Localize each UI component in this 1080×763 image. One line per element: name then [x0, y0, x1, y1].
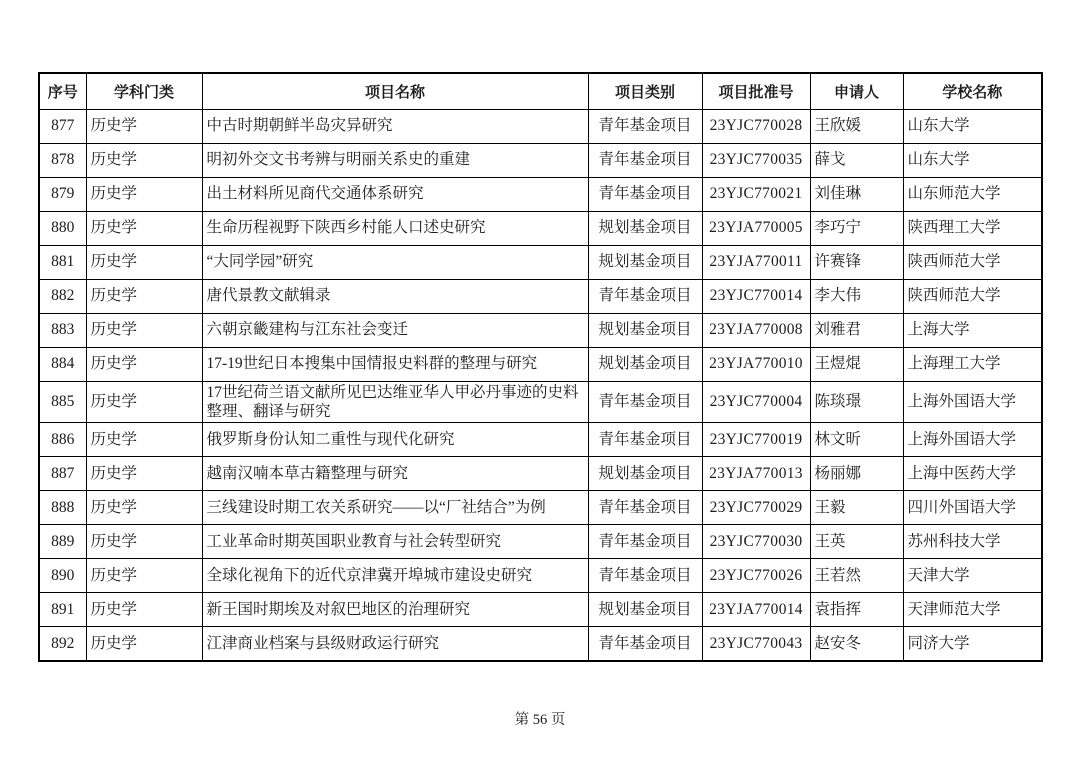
table-row: [39, 423, 1042, 457]
cell-project-category: 规划基金项目: [588, 457, 702, 491]
cell-serial: 891: [39, 593, 86, 627]
cell-applicant: 王毅: [810, 491, 903, 525]
cell-grant-number: 23YJA770014: [702, 593, 810, 627]
table-row: [39, 211, 1042, 245]
cell-project-category: 青年基金项目: [588, 423, 702, 457]
cell-project-name: 江津商业档案与县级财政运行研究: [202, 627, 588, 661]
table-row: [39, 347, 1042, 381]
page-number-footer: 第 56 页: [514, 712, 566, 728]
cell-serial: 886: [39, 423, 86, 457]
cell-project-name: 新王国时期埃及对叙巴地区的治理研究: [202, 593, 588, 627]
cell-school: 苏州科技大学: [903, 525, 1042, 559]
cell-grant-number: 23YJA770011: [702, 245, 810, 279]
cell-school: 上海外国语大学: [903, 381, 1042, 423]
cell-grant-number: 23YJC770014: [702, 279, 810, 313]
cell-project-name: 工业革命时期英国职业教育与社会转型研究: [202, 525, 588, 559]
table-header: [39, 73, 1042, 109]
table-row: [39, 143, 1042, 177]
cell-applicant: 杨丽娜: [810, 457, 903, 491]
cell-serial: 885: [39, 381, 86, 423]
cell-project-category: 青年基金项目: [588, 381, 702, 423]
cell-project-name: 三线建设时期工农关系研究——以“厂社结合”为例: [202, 491, 588, 525]
table-body: [39, 109, 1042, 661]
cell-project-name: 17世纪荷兰语文献所见巴达维亚华人甲必丹事迹的史料整理、翻译与研究: [202, 381, 588, 423]
cell-project-name: 六朝京畿建构与江东社会变迁: [202, 313, 588, 347]
cell-project-name: 俄罗斯身份认知二重性与现代化研究: [202, 423, 588, 457]
cell-discipline: 历史学: [86, 627, 202, 661]
cell-school: 山东大学: [903, 143, 1042, 177]
cell-project-category: 青年基金项目: [588, 491, 702, 525]
table-row: [39, 457, 1042, 491]
table-row: [39, 491, 1042, 525]
cell-discipline: 历史学: [86, 457, 202, 491]
cell-project-category: 青年基金项目: [588, 279, 702, 313]
cell-project-name: 出土材料所见商代交通体系研究: [202, 177, 588, 211]
cell-serial: 888: [39, 491, 86, 525]
cell-grant-number: 23YJA770008: [702, 313, 810, 347]
cell-applicant: 李大伟: [810, 279, 903, 313]
table-row: [39, 593, 1042, 627]
cell-project-name: 17-19世纪日本搜集中国情报史料群的整理与研究: [202, 347, 588, 381]
cell-school: 同济大学: [903, 627, 1042, 661]
table-row: [39, 245, 1042, 279]
cell-school: 天津大学: [903, 559, 1042, 593]
cell-applicant: 陈琰璟: [810, 381, 903, 423]
cell-project-category: 青年基金项目: [588, 109, 702, 143]
cell-project-name: 中古时期朝鲜半岛灾异研究: [202, 109, 588, 143]
cell-project-category: 规划基金项目: [588, 347, 702, 381]
header-project-category: 项目类别: [588, 73, 702, 109]
cell-project-category: 规划基金项目: [588, 313, 702, 347]
cell-applicant: 袁指挥: [810, 593, 903, 627]
cell-discipline: 历史学: [86, 143, 202, 177]
cell-school: 天津师范大学: [903, 593, 1042, 627]
cell-discipline: 历史学: [86, 211, 202, 245]
header-project-name: 项目名称: [202, 73, 588, 109]
cell-discipline: 历史学: [86, 423, 202, 457]
header-school: 学校名称: [903, 73, 1042, 109]
cell-grant-number: 23YJC770026: [702, 559, 810, 593]
cell-serial: 881: [39, 245, 86, 279]
cell-grant-number: 23YJC770030: [702, 525, 810, 559]
cell-discipline: 历史学: [86, 347, 202, 381]
cell-discipline: 历史学: [86, 245, 202, 279]
cell-applicant: 薛戈: [810, 143, 903, 177]
cell-grant-number: 23YJC770043: [702, 627, 810, 661]
cell-discipline: 历史学: [86, 381, 202, 423]
cell-applicant: 李巧宁: [810, 211, 903, 245]
cell-serial: 890: [39, 559, 86, 593]
cell-applicant: 许赛锋: [810, 245, 903, 279]
cell-applicant: 王煜焜: [810, 347, 903, 381]
cell-applicant: 刘佳琳: [810, 177, 903, 211]
table-row: [39, 279, 1042, 313]
cell-project-name: “大同学园”研究: [202, 245, 588, 279]
cell-applicant: 王英: [810, 525, 903, 559]
cell-grant-number: 23YJC770028: [702, 109, 810, 143]
cell-applicant: 王若然: [810, 559, 903, 593]
cell-discipline: 历史学: [86, 109, 202, 143]
cell-discipline: 历史学: [86, 593, 202, 627]
header-grant-number: 项目批准号: [702, 73, 810, 109]
cell-grant-number: 23YJA770005: [702, 211, 810, 245]
cell-applicant: 刘雅君: [810, 313, 903, 347]
cell-discipline: 历史学: [86, 525, 202, 559]
table-row: [39, 559, 1042, 593]
cell-discipline: 历史学: [86, 279, 202, 313]
table-header-row: [39, 73, 1042, 109]
cell-school: 四川外国语大学: [903, 491, 1042, 525]
cell-applicant: 林文昕: [810, 423, 903, 457]
table-row: [39, 627, 1042, 661]
table-row: [39, 109, 1042, 143]
cell-project-category: 规划基金项目: [588, 245, 702, 279]
cell-serial: 883: [39, 313, 86, 347]
cell-project-name: 唐代景教文献辑录: [202, 279, 588, 313]
cell-project-name: 明初外交文书考辨与明丽关系史的重建: [202, 143, 588, 177]
cell-school: 上海外国语大学: [903, 423, 1042, 457]
cell-serial: 889: [39, 525, 86, 559]
cell-school: 山东师范大学: [903, 177, 1042, 211]
cell-discipline: 历史学: [86, 491, 202, 525]
cell-school: 上海理工大学: [903, 347, 1042, 381]
cell-project-name: 越南汉喃本草古籍整理与研究: [202, 457, 588, 491]
cell-project-category: 青年基金项目: [588, 525, 702, 559]
cell-serial: 882: [39, 279, 86, 313]
cell-serial: 878: [39, 143, 86, 177]
cell-discipline: 历史学: [86, 559, 202, 593]
cell-applicant: 赵安冬: [810, 627, 903, 661]
cell-project-category: 青年基金项目: [588, 177, 702, 211]
table-row: [39, 525, 1042, 559]
cell-serial: 880: [39, 211, 86, 245]
cell-project-category: 青年基金项目: [588, 627, 702, 661]
cell-discipline: 历史学: [86, 313, 202, 347]
cell-grant-number: 23YJA770010: [702, 347, 810, 381]
cell-project-category: 规划基金项目: [588, 211, 702, 245]
cell-project-category: 青年基金项目: [588, 559, 702, 593]
cell-project-category: 规划基金项目: [588, 593, 702, 627]
header-serial: 序号: [39, 73, 86, 109]
cell-grant-number: 23YJA770013: [702, 457, 810, 491]
cell-grant-number: 23YJC770029: [702, 491, 810, 525]
header-discipline: 学科门类: [86, 73, 202, 109]
cell-school: 陕西理工大学: [903, 211, 1042, 245]
cell-applicant: 王欣媛: [810, 109, 903, 143]
cell-serial: 892: [39, 627, 86, 661]
cell-project-name: 生命历程视野下陕西乡村能人口述史研究: [202, 211, 588, 245]
cell-school: 上海中医药大学: [903, 457, 1042, 491]
cell-grant-number: 23YJC770019: [702, 423, 810, 457]
cell-school: 陕西师范大学: [903, 245, 1042, 279]
cell-serial: 877: [39, 109, 86, 143]
table-row: [39, 177, 1042, 211]
cell-project-name: 全球化视角下的近代京津冀开埠城市建设史研究: [202, 559, 588, 593]
cell-school: 陕西师范大学: [903, 279, 1042, 313]
cell-grant-number: 23YJC770004: [702, 381, 810, 423]
header-applicant: 申请人: [810, 73, 903, 109]
table-row: [39, 313, 1042, 347]
cell-grant-number: 23YJC770021: [702, 177, 810, 211]
projects-table: [38, 72, 1043, 662]
cell-discipline: 历史学: [86, 177, 202, 211]
cell-school: 上海大学: [903, 313, 1042, 347]
cell-serial: 884: [39, 347, 86, 381]
cell-serial: 887: [39, 457, 86, 491]
cell-school: 山东大学: [903, 109, 1042, 143]
cell-serial: 879: [39, 177, 86, 211]
cell-grant-number: 23YJC770035: [702, 143, 810, 177]
cell-project-category: 青年基金项目: [588, 143, 702, 177]
table-row: [39, 381, 1042, 423]
